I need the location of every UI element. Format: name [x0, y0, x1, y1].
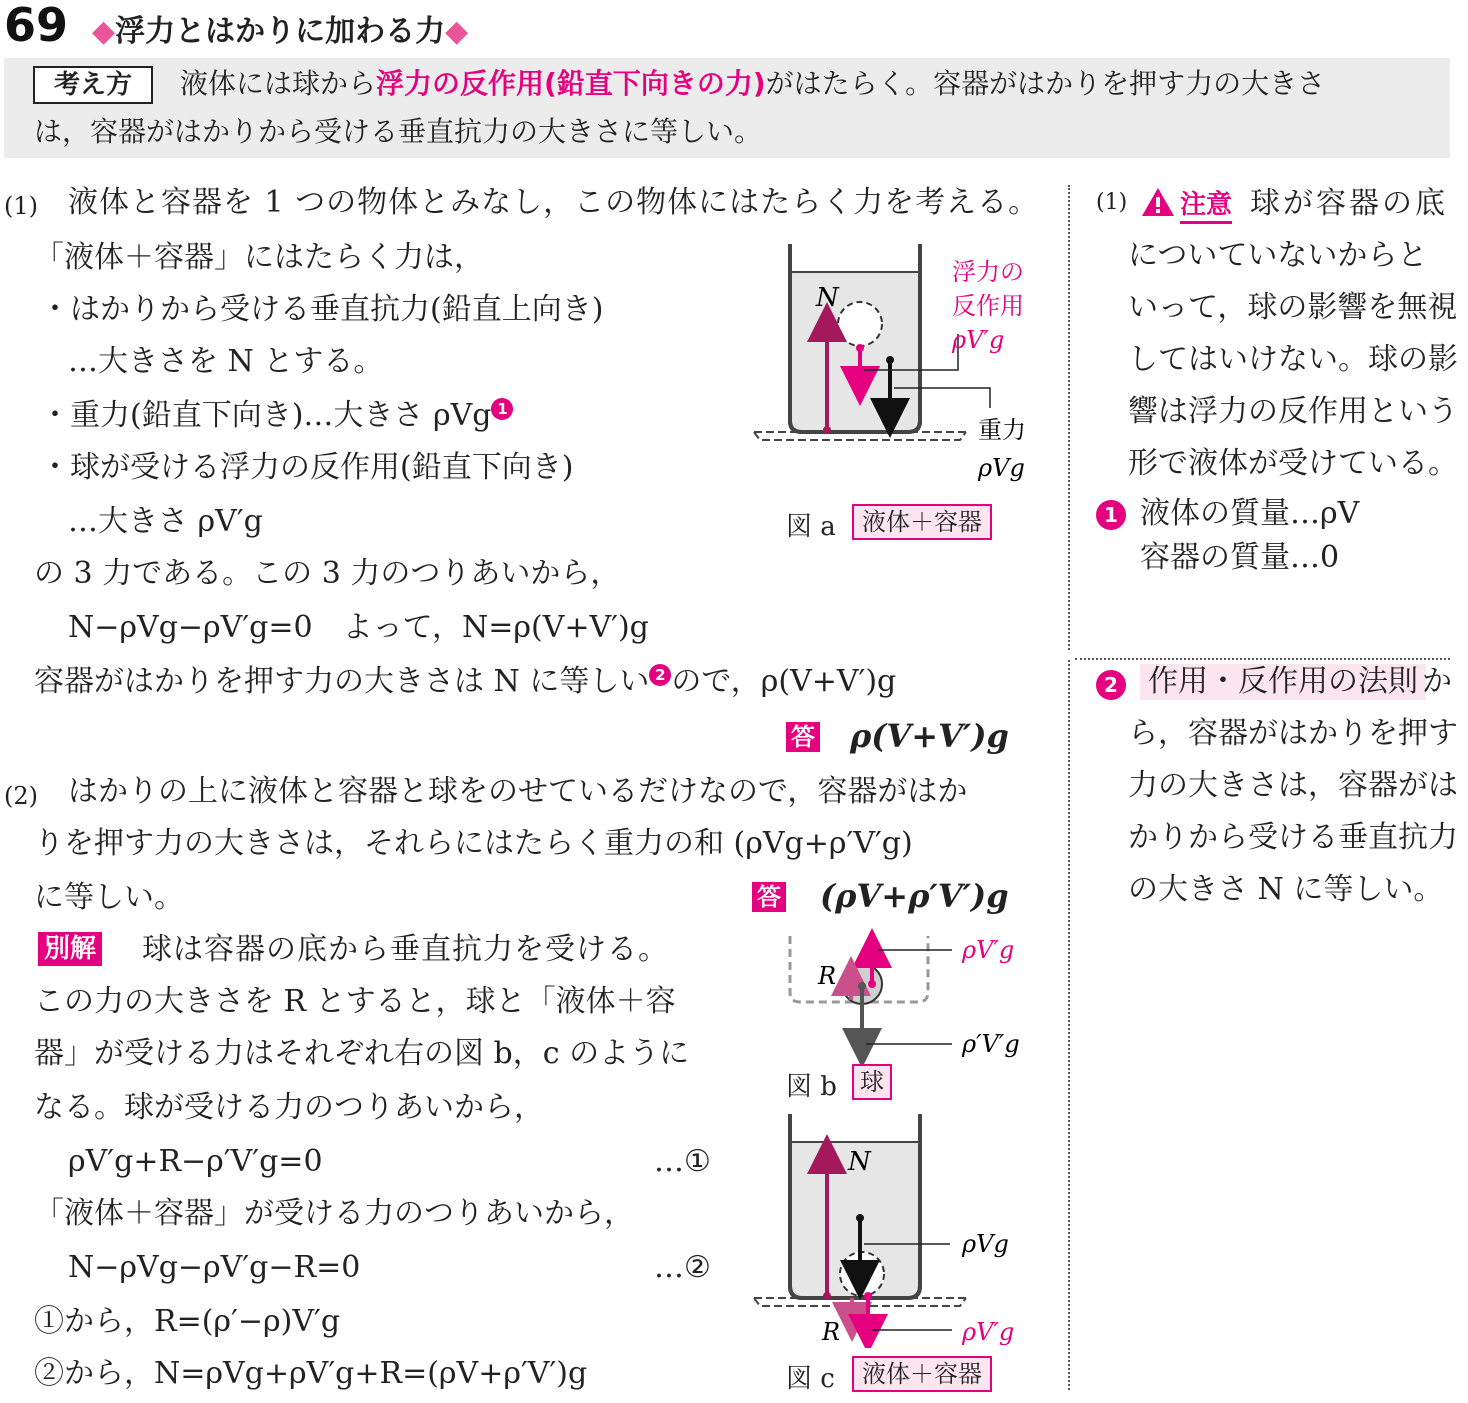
side-line: ら，容器がはかりを押す — [1128, 716, 1458, 751]
warning-icon — [1140, 186, 1176, 218]
approach-highlight: 浮力の反作用(鉛直下向きの力) — [376, 67, 766, 100]
approach-line-2: は，容器がはかりから受ける垂直抗力の大きさに等しい。 — [34, 115, 763, 148]
part-1-text: ので，ρ(V+V′)g — [671, 664, 897, 699]
problem-number: 69 — [4, 0, 69, 52]
figure-b-caption: 図 b — [786, 1072, 837, 1102]
part-1-line — [34, 664, 896, 700]
side-line: 響は浮力の反作用という — [1128, 394, 1458, 429]
label-gravity: ρVg — [978, 454, 1025, 482]
column-divider — [1068, 660, 1070, 1390]
column-divider — [1068, 185, 1070, 650]
part-2-line: りを押す力の大きさは，それらにはたらく重力の和 (ρVg+ρ′V′g) — [34, 826, 913, 861]
alt-line: 球は容器の底から垂直抗力を受ける。 — [142, 932, 669, 967]
alt-line: ②から，N=ρVg+ρV′g+R=(ρV+ρ′V′)g — [34, 1356, 588, 1391]
side-line: か — [1422, 664, 1452, 699]
label-buoyancy: ρV′g — [962, 1318, 1015, 1346]
part-1-line: …大きさ ρV′g — [68, 504, 263, 539]
label-R: R — [818, 962, 837, 990]
part-1-line: 液体と容器を 1 つの物体とみなし，この物体にはたらく力を考える。 — [68, 185, 1040, 220]
problem-title — [92, 6, 468, 50]
label-gravity: ρVg — [962, 1230, 1009, 1258]
label-weight: ρ′V′g — [962, 1030, 1020, 1058]
figure-b-box: 球 — [852, 1064, 892, 1100]
part-2-line: はかりの上に液体と容器と球をのせているだけなので，容器がはか — [68, 774, 968, 809]
part-1-number: (1) — [4, 192, 38, 220]
equation-1-tag: …① — [654, 1144, 711, 1179]
part-2-line: に等しい。 — [34, 880, 184, 915]
part-1-line: ・球が受ける浮力の反作用(鉛直下向き) — [40, 450, 574, 485]
side-line: 容器の質量…0 — [1140, 540, 1340, 575]
title-text: 浮力とはかりに加わる力 — [115, 14, 446, 49]
label-buoyancy: 反作用 — [952, 292, 1024, 320]
note-1-badge: 1 — [1096, 500, 1126, 530]
label-buoyancy: 浮力の — [952, 258, 1024, 286]
label-buoyancy: ρV′g — [962, 936, 1015, 964]
alt-line: ①から，R=(ρ′−ρ)V′g — [34, 1304, 341, 1339]
part-2-number: (2) — [4, 782, 38, 810]
alt-line: なる。球が受ける力のつりあいから， — [34, 1090, 544, 1125]
alt-line: この力の大きさを R とすると，球と「液体＋容 — [34, 984, 676, 1019]
figure-c-box: 液体＋容器 — [852, 1356, 992, 1392]
approach-text: がはたらく。容器がはかりを押す力の大きさ — [765, 67, 1326, 100]
alt-solution-label: 別解 — [38, 932, 102, 966]
label-gravity: 重力 — [978, 416, 1026, 444]
label-N: N — [816, 283, 839, 313]
label-N: N — [848, 1147, 871, 1177]
figure-a — [740, 236, 1060, 486]
figure-c-caption: 図 c — [786, 1364, 835, 1394]
law-highlight: 作用・反作用の法則 — [1140, 664, 1426, 700]
side-divider — [1075, 658, 1450, 660]
part-1-line: の 3 力である。この 3 力のつりあいから， — [34, 556, 621, 591]
side-line: 液体の質量…ρV — [1140, 496, 1360, 531]
label-buoyancy: ρV′g — [952, 326, 1005, 354]
side-note-number: (1) — [1096, 190, 1128, 215]
part-1-line: ・はかりから受ける垂直抗力(鉛直上向き) — [40, 292, 604, 327]
side-line: してはいけない。球の影 — [1128, 342, 1458, 377]
equation-2: N−ρVg−ρV′g−R=0 — [68, 1250, 361, 1285]
figure-b — [740, 926, 1060, 1066]
part-1-answer: ρ(V+V′)g — [850, 717, 1009, 755]
equation-1: ρV′g+R−ρ′V′g=0 — [68, 1144, 323, 1179]
part-1-text: 容器がはかりを押す力の大きさは N に等しい — [34, 664, 650, 699]
part-1-text: ・重力(鉛直下向き)…大きさ ρVg — [40, 398, 492, 433]
side-line: 球が容器の底 — [1250, 186, 1448, 221]
note-1-badge: 1 — [491, 398, 513, 420]
side-line: 力の大きさは，容器がは — [1128, 768, 1458, 803]
part-1-line — [40, 398, 513, 434]
side-line: かりから受ける垂直抗力 — [1128, 820, 1458, 855]
part-2-answer: (ρV+ρ′V′)g — [820, 877, 1009, 915]
answer-mark: 答 — [752, 882, 786, 912]
part-1-line: …大きさを N とする。 — [68, 344, 384, 379]
answer-mark: 答 — [786, 722, 820, 752]
equation-2-tag: …② — [654, 1250, 711, 1285]
approach-label: 考え方 — [33, 66, 153, 104]
alt-line: 器」が受ける力はそれぞれ右の図 b，c のように — [34, 1036, 690, 1071]
part-1-equation: N−ρVg−ρV′g=0 よって，N=ρ(V+V′)g — [68, 610, 649, 645]
label-R: R — [822, 1318, 841, 1346]
note-2-badge: 2 — [649, 664, 671, 686]
diamond-icon: ◆ — [92, 14, 116, 49]
alt-line: 「液体＋容器」が受ける力のつりあいから， — [34, 1196, 634, 1231]
part-1-line: 「液体＋容器」にはたらく力は， — [34, 240, 484, 275]
caution-label: 注意 — [1180, 184, 1232, 224]
figure-a-box: 液体＋容器 — [852, 504, 992, 540]
approach-line-1 — [180, 66, 1325, 102]
approach-text: 液体には球から — [180, 67, 377, 100]
side-line: いって，球の影響を無視 — [1128, 290, 1458, 325]
side-line: の大きさ N に等しい。 — [1128, 872, 1444, 907]
diamond-icon: ◆ — [445, 14, 469, 49]
note-2-badge: 2 — [1096, 670, 1126, 700]
side-line: 形で液体が受けている。 — [1128, 446, 1458, 481]
figure-c — [740, 1108, 1060, 1348]
figure-a-caption: 図 a — [786, 512, 836, 542]
side-line: についていないからと — [1128, 238, 1428, 273]
